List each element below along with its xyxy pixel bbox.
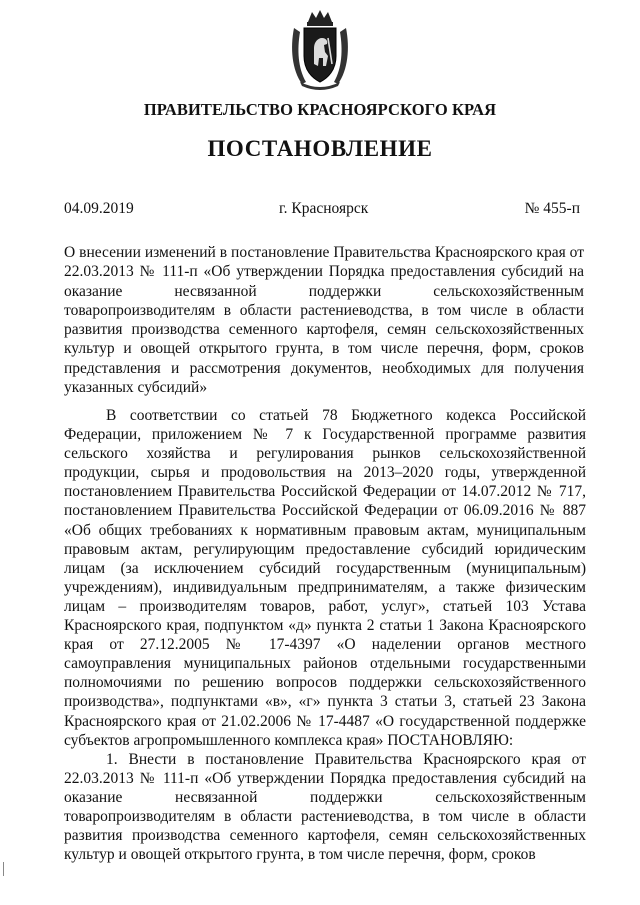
- document-number: № 455-п: [524, 200, 580, 217]
- scan-edge-mark: [3, 862, 4, 876]
- coat-of-arms-icon: [288, 8, 352, 90]
- document-type-title: ПОСТАНОВЛЕНИЕ: [207, 136, 433, 161]
- item-1-paragraph: 1. Внести в постановление Правительства Красноярского края от 22.03.2013 № 111-п «Об утверждении Порядка предоставления субсидий на оказание несвязанной поддержки сельскохозяйственным товаропроизводителям в области растениеводства, в том числе в области развития производства семенного картофеля, семян сельскохозяйственных культур и овощей открытого грунта, в том числе перечня, форм, сроков: [64, 750, 586, 864]
- document-date: 04.09.2019: [64, 200, 134, 217]
- document-city: г. Красноярск: [279, 200, 369, 217]
- preamble-paragraph: В соответствии со статьей 78 Бюджетного кодекса Российской Федерации, приложением № 7 к Государственной программе развития сельского хозяйства и регулирования рынков сельскохозяйственной продукции, сырья и продовольствия на 2013–2020 годы, утвержденной постановлением Правительства Российской Федерации от 14.07.2012 № 717, постановлением Правительства Российской Федерации от 06.09.2016 № 887 «Об общих требованиях к нормативным правовым актам, муниципальным правовым актам, регулирующим предоставление субсидий юридическим лицам (за исключением субсидий государственным (муниципальным) учреждениям), индивидуальным предпринимателям, а также физическим лицам – производителям товаров, работ, услуг», статьей 103 Устава Красноярского края, подпунктом «д» пункта 2 статьи 1 Закона Красноярского края от 27.12.2005 № 17-4397 «О наделении органов местного самоуправления муниципальных районов отдельными государственными полномочиями по решению вопросов поддержки сельскохозяйственного производства», подпунктами «в», «г» пункта 3 статьи 3, статьей 23 Закона Красноярского края от 21.02.2006 № 17-4487 «О государственной поддержке субъектов агропромышленного комплекса края» ПОСТАНОВЛЯЮ:: [64, 407, 586, 749]
- organization-title: ПРАВИТЕЛЬСТВО КРАСНОЯРСКОГО КРАЯ: [143, 100, 497, 119]
- document-body: [64, 406, 586, 864]
- document-subject: О внесении изменений в постановление Правительства Красноярского края от 22.03.2013 № 111-п «Об утверждении Порядка предоставления субсидий на оказание несвязанной поддержки сельскохозяйственным товаропроизводителям в области растениеводства, в том числе в области развития производства семенного картофеля, семян сельскохозяйственных культур и овощей открытого грунта, в том числе перечня, форм, сроков представления и рассмотрения документов, необходимых для получения указанных субсидий»: [64, 244, 584, 397]
